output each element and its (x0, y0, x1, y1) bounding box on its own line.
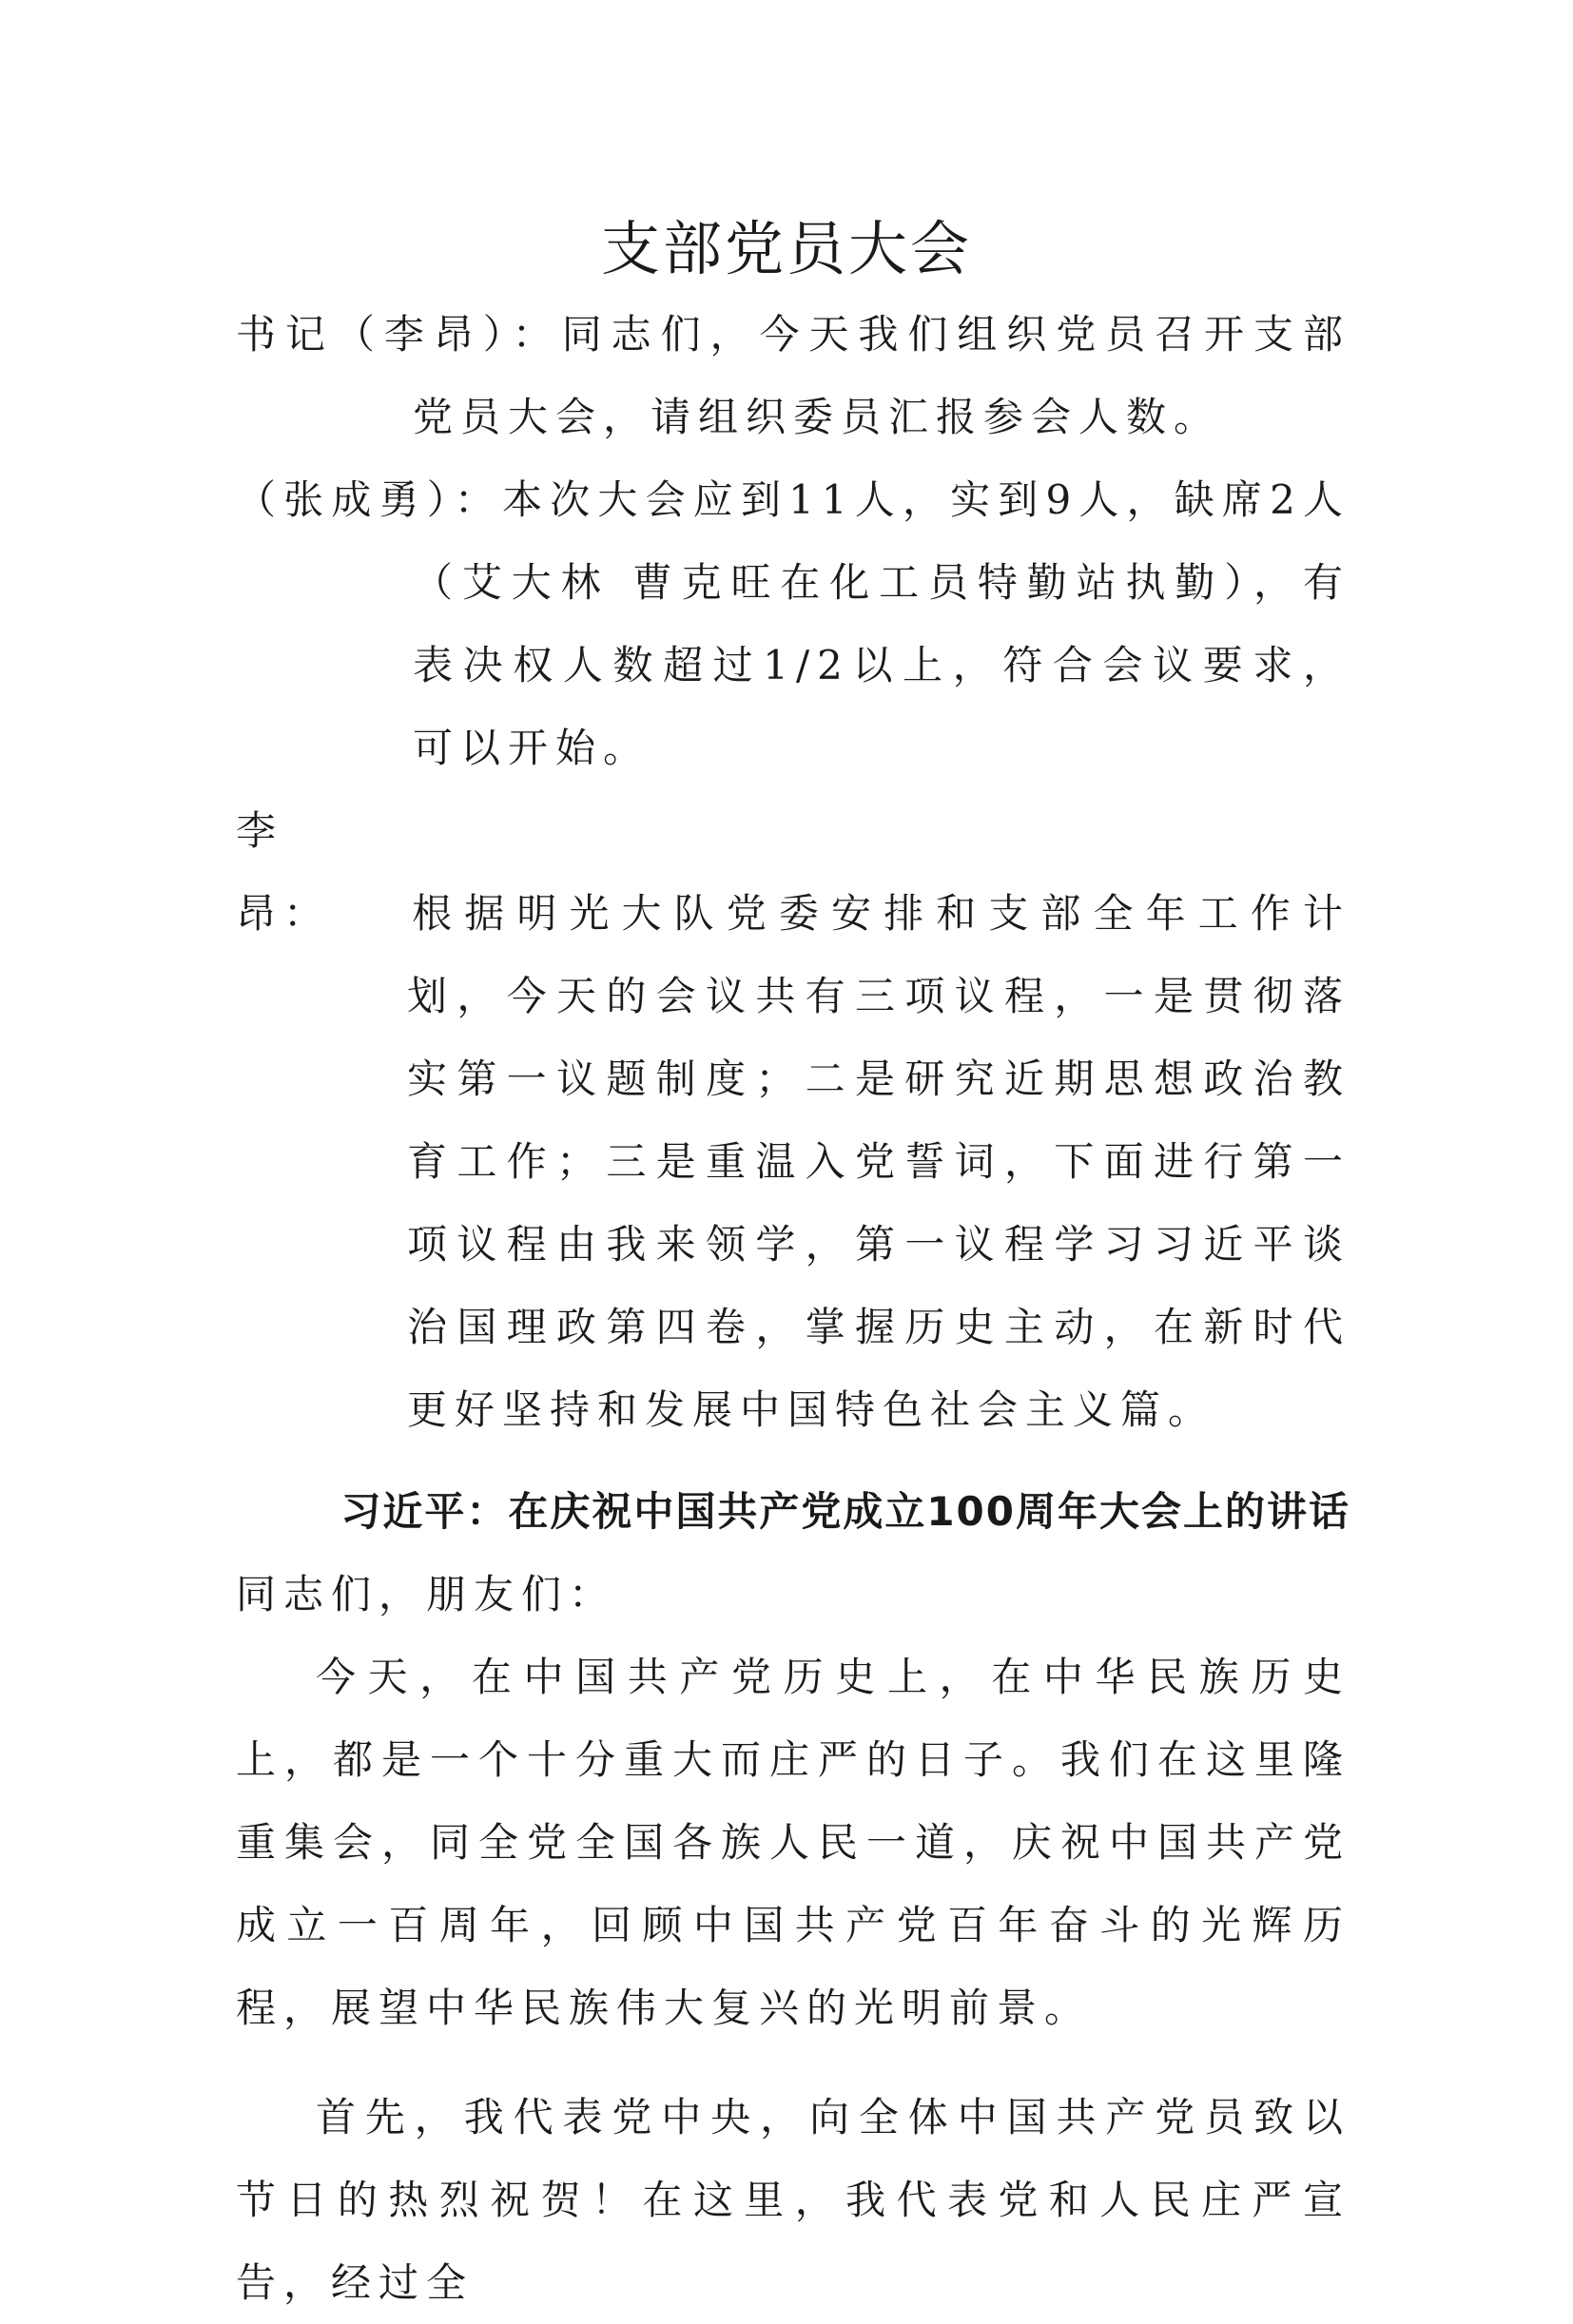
speaker-label: （张成勇）： (236, 476, 503, 523)
speaker-label: 书记（李昂）： (236, 311, 562, 358)
speaker-text: 本次大会应到11人，实到9人，缺席2人（艾大林 曹克旺在化工员特勤站执勤），有表决权人数超过1/2以上，符合会议要求，可以开始。 (413, 476, 1350, 771)
speech-heading: 习近平：在庆祝中国共产党成立100周年大会上的讲话 (340, 1488, 1350, 1535)
document-title: 支部党员大会 (600, 214, 972, 283)
speech-paragraph: 首先，我代表党中央，向全体中国共产党员致以节日的热烈祝贺！在这里，我代表党和人民庄严宣告，经过全 (236, 2094, 1350, 2306)
speaker-text: 同志们，今天我们组织党员召开支部党员大会，请组织委员汇报参会人数。 (413, 311, 1350, 440)
speech-paragraph: 今天，在中国共产党历史上，在中华民族历史上，都是一个十分重大而庄严的日子。我们在这里隆重集会，同全党全国各族人民一道，庆祝中国共产党成立一百周年，回顾中国共产党百年奋斗的光辉历程，展望中华民族伟大复兴的光明前景。 (236, 1654, 1350, 2031)
speaker-label: 李 昂： (236, 807, 332, 937)
speaker-entry-secretary (236, 293, 1350, 458)
document-body (236, 293, 1350, 2324)
spacer (236, 1451, 1350, 1464)
speaker-entry-organizer (236, 458, 1350, 789)
speaker-entry-li-ang (236, 789, 1350, 1451)
speaker-text: 根据明光大队党委安排和支部全年工作计划，今天的会议共有三项议程，一是贯彻落实第一议题制度；二是研究近期思想政治教育工作；三是重温入党誓词，下面进行第一项议程由我来领学，第一议程学习习近平谈治国理政第四卷，掌握历史主动，在新时代更好坚持和发展中国特色社会主义篇。 (407, 890, 1350, 1433)
speech-salutation: 同志们，朋友们： (236, 1571, 617, 1617)
